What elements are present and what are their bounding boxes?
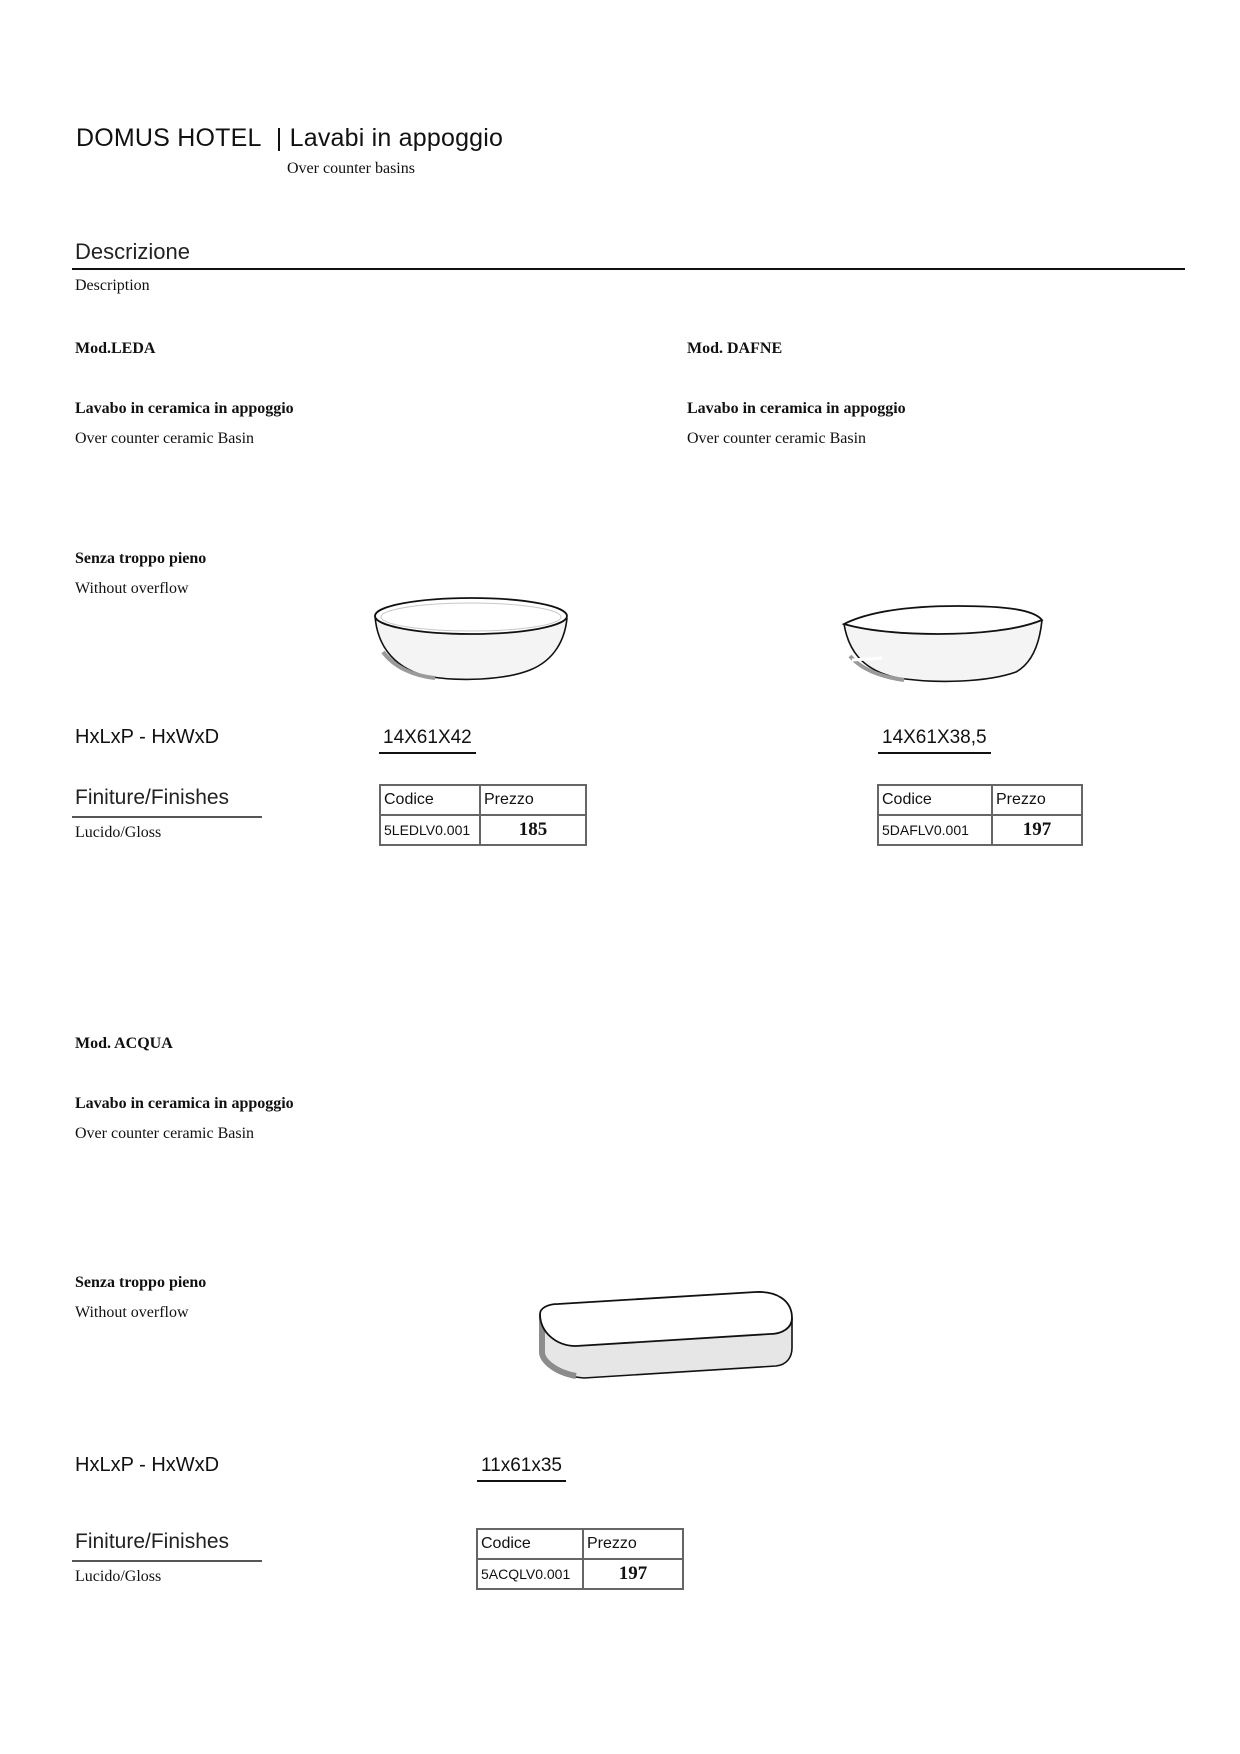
product-type-dafne: Lavabo in ceramica in appoggio xyxy=(687,400,906,417)
price-header: Prezzo xyxy=(992,785,1082,815)
product-price-leda: 185 xyxy=(480,815,586,845)
overflow-label: Senza troppo pieno xyxy=(75,550,207,567)
code-header: Codice xyxy=(878,785,992,815)
basin-acqua-image xyxy=(536,1288,796,1388)
dimensions-value-leda: 14X61X42 xyxy=(379,727,476,754)
model-name-dafne: Mod. DAFNE xyxy=(687,340,783,357)
product-code-dafne: 5DAFLV0.001 xyxy=(878,815,992,845)
dimensions-label: HxLxP - HxWxD xyxy=(75,1454,220,1476)
price-table-acqua xyxy=(476,1528,684,1590)
product-code-leda: 5LEDLV0.001 xyxy=(380,815,480,845)
product-code-acqua: 5ACQLV0.001 xyxy=(477,1559,583,1589)
category-subtitle: Over counter basins xyxy=(287,160,415,177)
model-name-leda: Mod.LEDA xyxy=(75,340,156,357)
product-type-en-leda: Over counter ceramic Basin xyxy=(75,430,255,447)
brand-name: DOMUS HOTEL xyxy=(76,124,261,152)
price-table-dafne xyxy=(877,784,1083,846)
page-title xyxy=(76,124,503,153)
category-title: Lavabi in appoggio xyxy=(289,124,504,152)
overflow-label-en: Without overflow xyxy=(75,1304,189,1321)
finishes-label: Finiture/Finishes xyxy=(75,786,230,809)
overflow-label-en: Without overflow xyxy=(75,580,189,597)
product-price-dafne: 197 xyxy=(992,815,1082,845)
price-header: Prezzo xyxy=(583,1529,683,1559)
section-divider xyxy=(72,268,1185,270)
product-price-acqua: 197 xyxy=(583,1559,683,1589)
product-type-en-dafne: Over counter ceramic Basin xyxy=(687,430,867,447)
price-header: Prezzo xyxy=(480,785,586,815)
section-title: Descrizione xyxy=(75,239,190,264)
overflow-label: Senza troppo pieno xyxy=(75,1274,207,1291)
finish-value: Lucido/Gloss xyxy=(75,1568,162,1585)
dimensions-value-dafne: 14X61X38,5 xyxy=(878,727,991,754)
section-subtitle: Description xyxy=(75,277,150,294)
model-name-acqua: Mod. ACQUA xyxy=(75,1035,173,1052)
code-header: Codice xyxy=(380,785,480,815)
product-type-leda: Lavabo in ceramica in appoggio xyxy=(75,400,294,417)
code-header: Codice xyxy=(477,1529,583,1559)
finishes-divider xyxy=(72,1560,262,1562)
finishes-label: Finiture/Finishes xyxy=(75,1530,230,1553)
finishes-divider xyxy=(72,816,262,818)
price-table-leda xyxy=(379,784,587,846)
dimensions-label: HxLxP - HxWxD xyxy=(75,726,220,748)
basin-dafne-image xyxy=(838,600,1048,686)
dimensions-value-acqua: 11x61x35 xyxy=(477,1455,566,1482)
product-type-acqua: Lavabo in ceramica in appoggio xyxy=(75,1095,294,1112)
basin-leda-image xyxy=(365,594,575,684)
finish-value: Lucido/Gloss xyxy=(75,824,162,841)
title-separator: | xyxy=(275,124,283,152)
product-type-en-acqua: Over counter ceramic Basin xyxy=(75,1125,255,1142)
